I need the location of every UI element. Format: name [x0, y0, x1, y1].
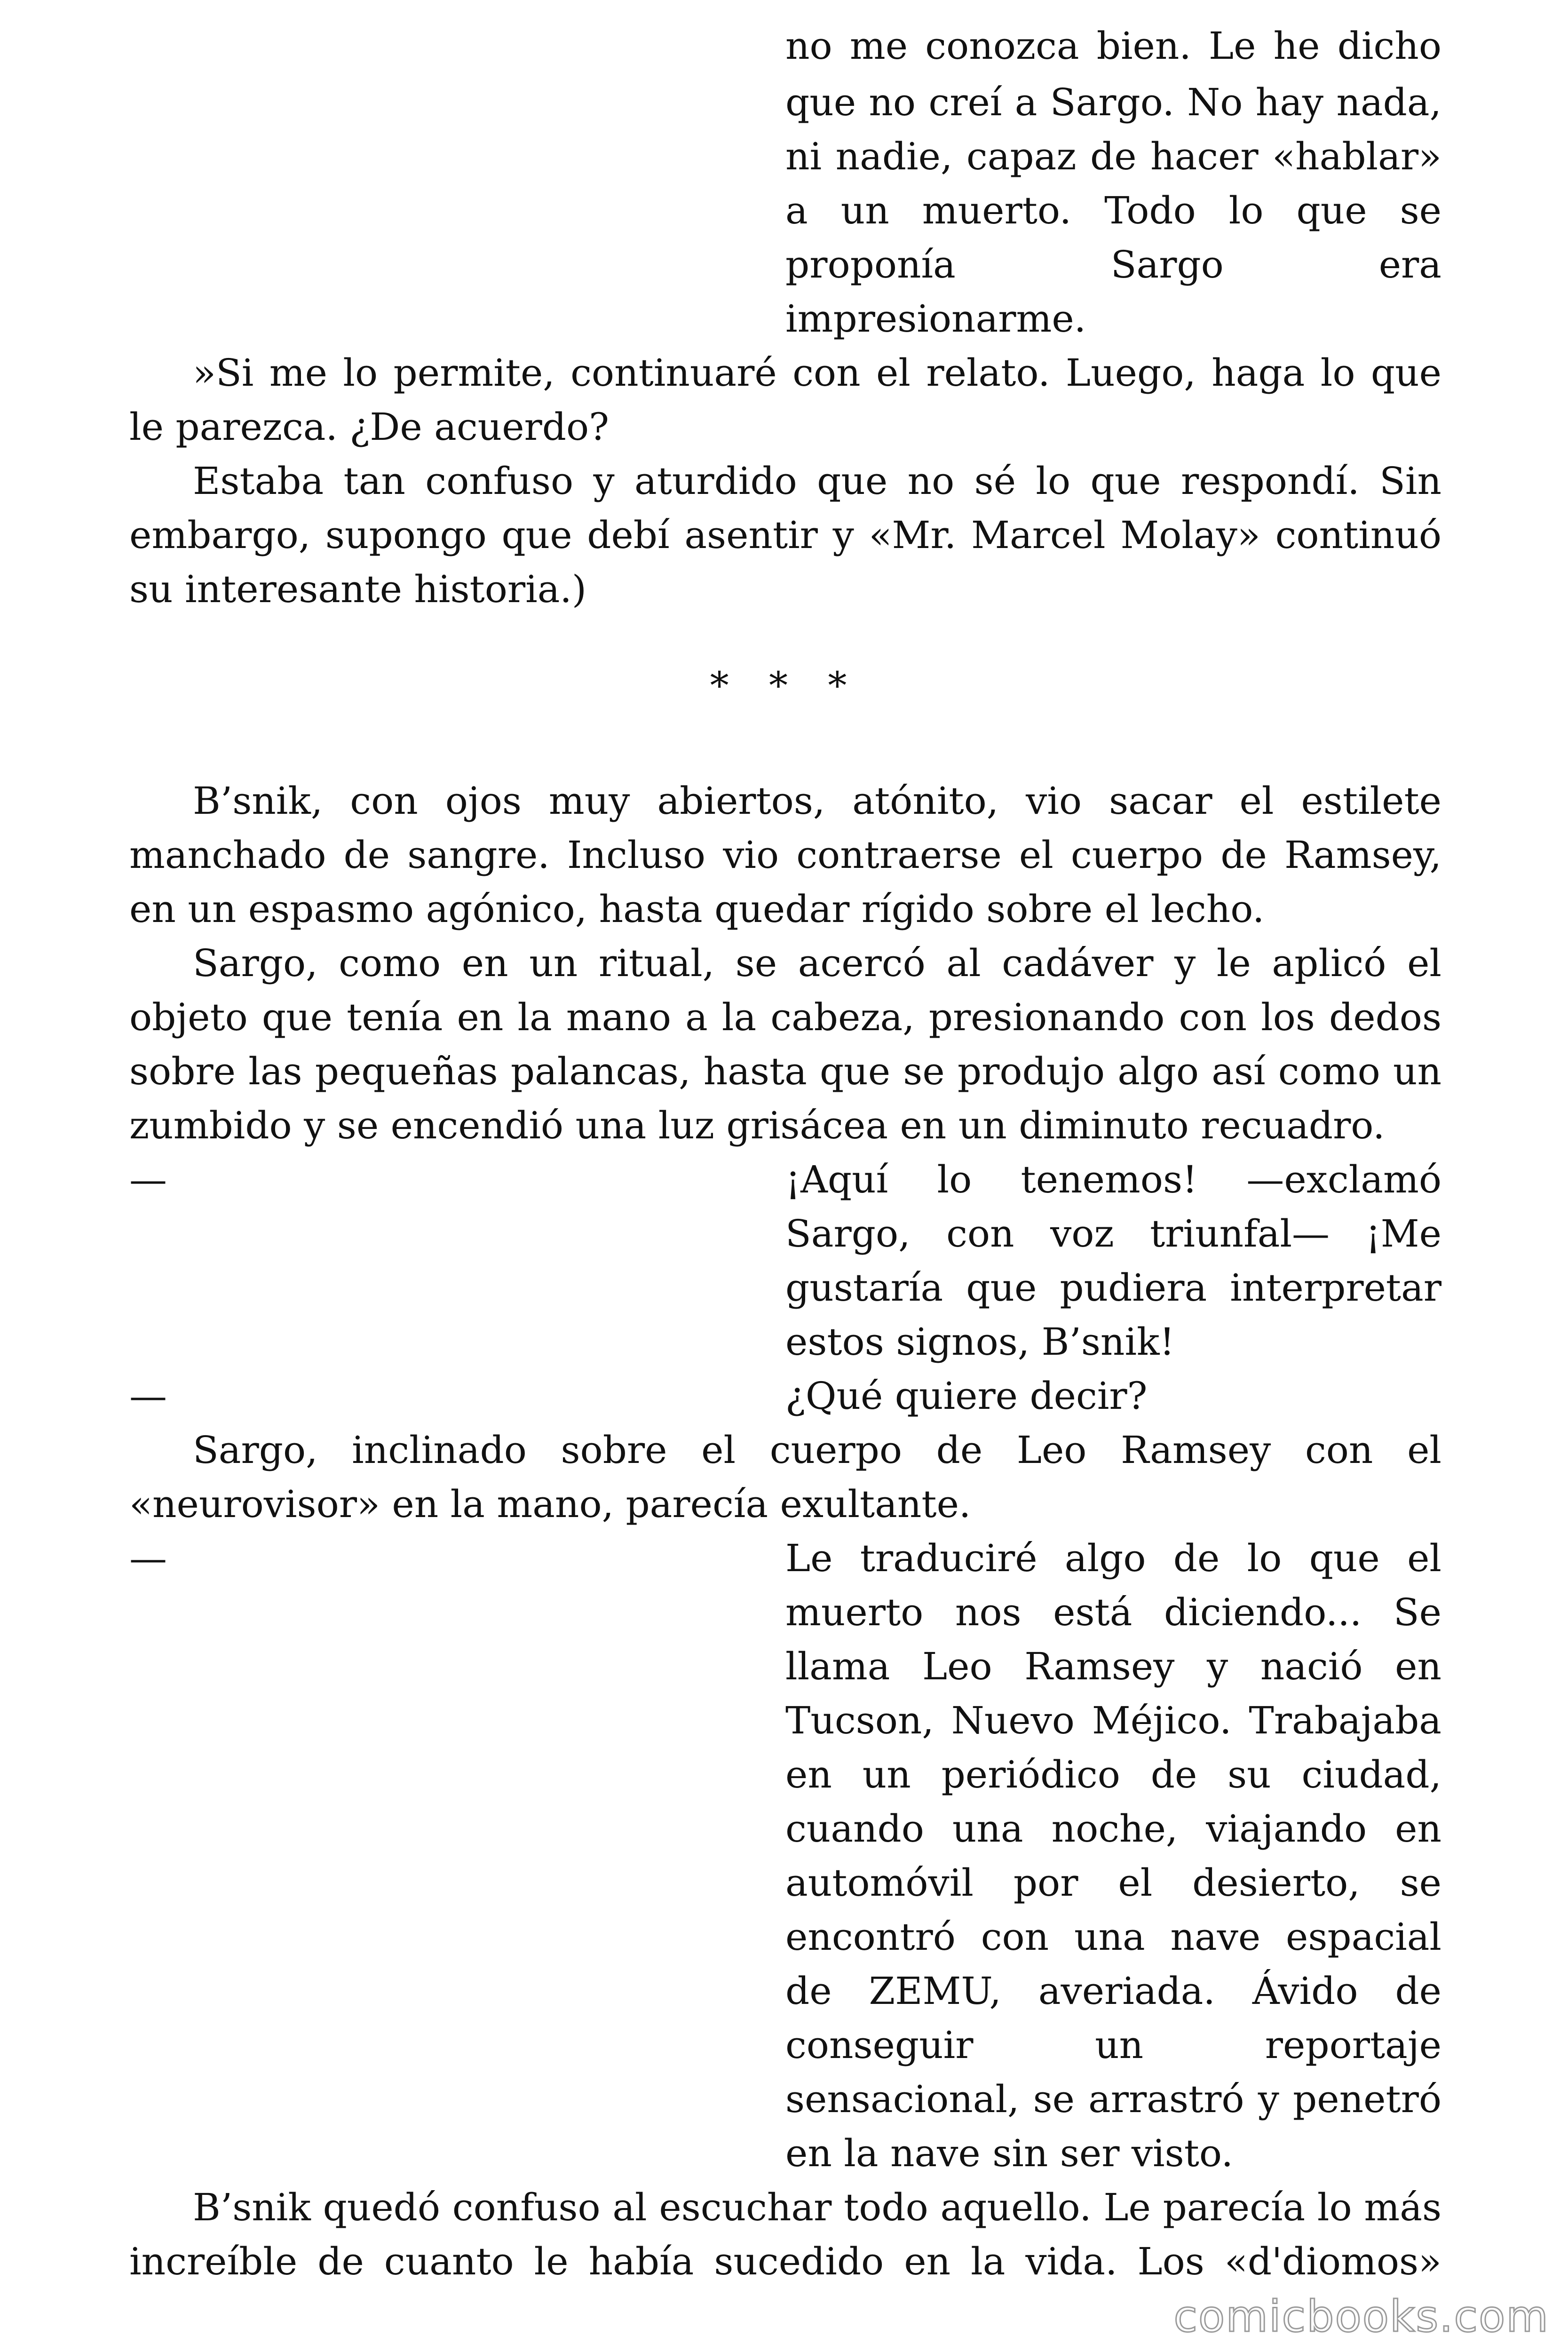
- paragraph-first-line: B’snik, con ojos muy abiertos, atónito, vio sacar el estilete: [193, 779, 1441, 823]
- text-line: manchado de sangre. Incluso vio contraerse el cuerpo de Ramsey,: [129, 833, 1441, 877]
- dialogue-line: ¿Qué quiere decir?: [785, 1374, 1148, 1418]
- dialogue-line: gustaría que pudiera interpretar: [785, 1266, 1441, 1310]
- dialogue-line: en la nave sin ser visto.: [785, 2131, 1234, 2175]
- dialogue-line: cuando una noche, viajando en: [785, 1807, 1441, 1851]
- text-line: no me conozca bien. Le he dicho: [785, 24, 1441, 68]
- dialogue-line: ¡Aquí lo tenemos! —exclamó: [785, 1158, 1441, 1201]
- text-line: increíble de cuanto le había sucedido en la vida. Los «d'diomos»: [129, 2240, 1441, 2283]
- text-line: objeto que tenía en la mano a la cabeza, presionando con los dedos: [129, 995, 1441, 1039]
- watermark-logo: comicbooks.com: [1173, 2291, 1549, 2342]
- text-line: que no creí a Sargo. No hay nada,: [785, 80, 1441, 124]
- text-line: embargo, supongo que debí asentir y «Mr. Marcel Molay» continuó: [129, 513, 1441, 557]
- dialogue-line: sensacional, se arrastró y penetró: [785, 2077, 1441, 2121]
- dialogue-dash: —: [129, 1158, 167, 1201]
- dialogue-dash: —: [129, 1374, 167, 1418]
- dialogue-line: encontró con una nave espacial: [785, 1915, 1441, 1959]
- text-line: zumbido y se encendió una luz grisácea en un diminuto recuadro.: [129, 1104, 1385, 1147]
- dialogue-line: conseguir un reportaje: [785, 2023, 1441, 2067]
- paragraph-first-line: Sargo, inclinado sobre el cuerpo de Leo Ramsey con el: [193, 1428, 1441, 1472]
- text-line: ni nadie, capaz de hacer «hablar»: [785, 135, 1441, 178]
- paragraph-first-line: »Si me lo permite, continuaré con el relato. Luego, haga lo que: [193, 351, 1441, 395]
- text-line: impresionarme.: [785, 297, 1086, 341]
- text-line: sobre las pequeñas palancas, hasta que se produjo algo así como un: [129, 1049, 1441, 1093]
- dialogue-line: muerto nos está diciendo... Se: [785, 1590, 1441, 1634]
- text-line: su interesante historia.): [129, 567, 587, 611]
- dialogue-line: en un periódico de su ciudad,: [785, 1753, 1441, 1796]
- dialogue-line: automóvil por el desierto, se: [785, 1861, 1441, 1905]
- dialogue-dash: —: [129, 1536, 167, 1580]
- dialogue-line: Sargo, con voz triunfal— ¡Me: [785, 1212, 1441, 1255]
- text-line: le parezca. ¿De acuerdo?: [129, 405, 610, 449]
- dialogue-line: estos signos, B’snik!: [785, 1320, 1175, 1364]
- text-line: a un muerto. Todo lo que se: [785, 189, 1441, 232]
- dialogue-line: Le traduciré algo de lo que el: [785, 1536, 1441, 1580]
- section-separator: * * *: [710, 664, 861, 707]
- paragraph-first-line: B’snik quedó confuso al escuchar todo aquello. Le parecía lo más: [193, 2185, 1441, 2229]
- text-line: «neurovisor» en la mano, parecía exultante.: [129, 1482, 971, 1526]
- dialogue-line: llama Leo Ramsey y nació en: [785, 1645, 1441, 1688]
- text-line: en un espasmo agónico, hasta quedar rígido sobre el lecho.: [129, 887, 1265, 931]
- dialogue-line: de ZEMU, averiada. Ávido de: [785, 1969, 1441, 2013]
- paragraph-first-line: Estaba tan confuso y aturdido que no sé lo que respondí. Sin: [193, 459, 1441, 503]
- paragraph-first-line: Sargo, como en un ritual, se acercó al cadáver y le aplicó el: [193, 941, 1441, 985]
- dialogue-line: Tucson, Nuevo Méjico. Trabajaba: [785, 1699, 1441, 1742]
- text-line: proponía Sargo era: [785, 243, 1441, 286]
